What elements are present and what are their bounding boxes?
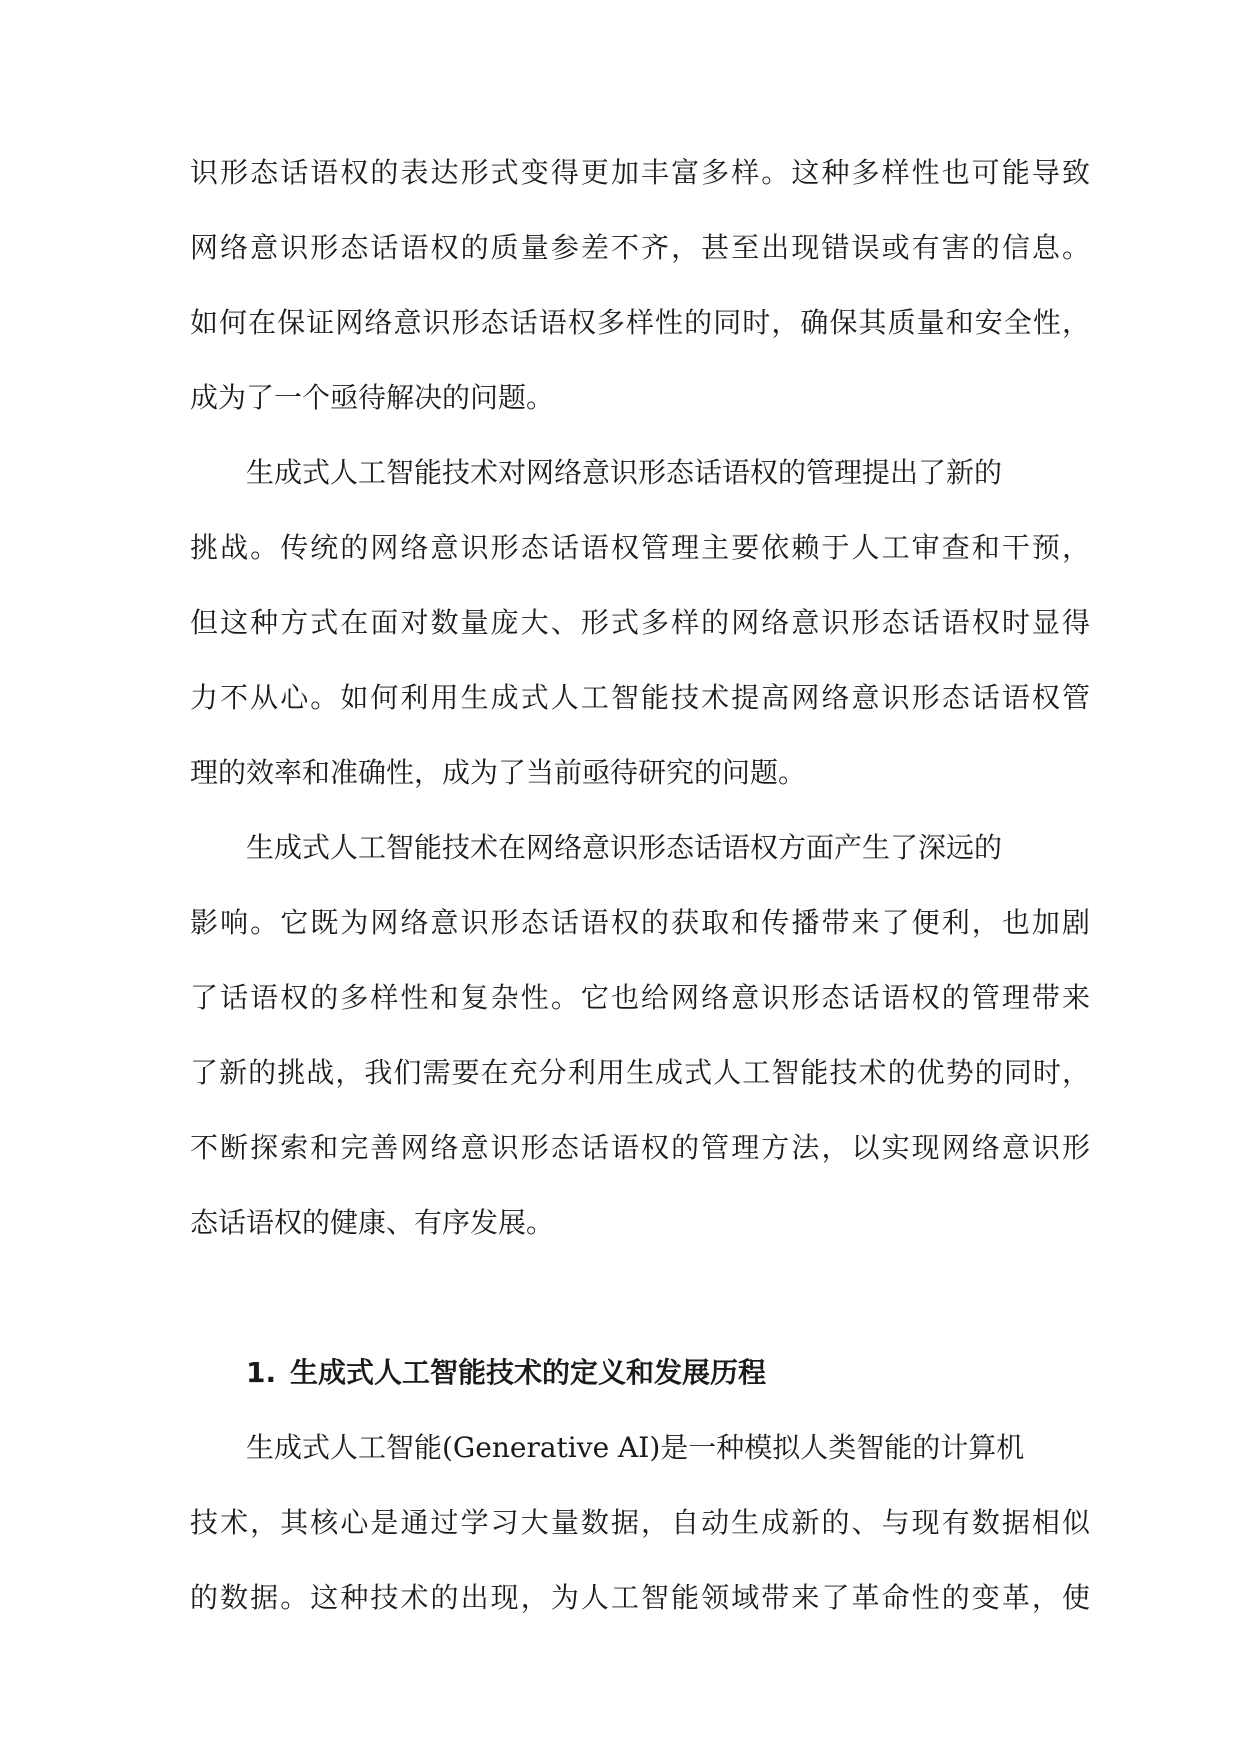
paragraph-line: 成为了一个亟待解决的问题。 xyxy=(190,381,555,414)
paragraph-line: 理的效率和准确性，成为了当前亟待研究的问题。 xyxy=(190,756,807,789)
section-number: 1. xyxy=(246,1356,277,1389)
paragraph-line: 但这种方式在面对数量庞大、形式多样的网络意识形态话语权时显得 xyxy=(190,606,1090,639)
section-title: 生成式人工智能技术的定义和发展历程 xyxy=(290,1356,767,1389)
heading-spacer xyxy=(190,1268,1090,1343)
paragraph-line: 如何在保证网络意识形态话语权多样性的同时，确保其质量和安全性， xyxy=(190,306,1090,339)
paragraph-line: 识形态话语权的表达形式变得更加丰富多样。这种多样性也可能导致 xyxy=(190,156,1090,189)
paragraph-line: 技术，其核心是通过学习大量数据，自动生成新的、与现有数据相似 xyxy=(190,1506,1090,1539)
paragraph-line: 生成式人工智能技术对网络意识形态话语权的管理提出了新的 xyxy=(246,456,1003,489)
paragraph-line: 生成式人工智能(Generative AI)是一种模拟人类智能的计算机 xyxy=(246,1431,1025,1464)
paragraph-line: 了话语权的多样性和复杂性。它也给网络意识形态话语权的管理带来 xyxy=(190,981,1090,1014)
section-heading xyxy=(190,1343,1090,1418)
paragraph-line: 影响。它既为网络意识形态话语权的获取和传播带来了便利，也加剧 xyxy=(190,906,1090,939)
paragraph-line: 了新的挑战，我们需要在充分利用生成式人工智能技术的优势的同时， xyxy=(190,1056,1090,1089)
paragraph-line: 力不从心。如何利用生成式人工智能技术提高网络意识形态话语权管 xyxy=(190,681,1090,714)
document-body xyxy=(190,143,1090,1643)
paragraph-line: 生成式人工智能技术在网络意识形态话语权方面产生了深远的 xyxy=(246,831,1003,864)
paragraph-line: 的数据。这种技术的出现，为人工智能领域带来了革命性的变革，使 xyxy=(190,1581,1090,1614)
paragraph-3 xyxy=(190,818,1090,1268)
section-paragraph xyxy=(190,1418,1090,1643)
paragraph-line: 挑战。传统的网络意识形态话语权管理主要依赖于人工审查和干预， xyxy=(190,531,1090,564)
paragraph-line: 态话语权的健康、有序发展。 xyxy=(190,1206,555,1239)
paragraph-1 xyxy=(190,143,1090,443)
paragraph-line: 不断探索和完善网络意识形态话语权的管理方法，以实现网络意识形 xyxy=(190,1131,1090,1164)
paragraph-line: 网络意识形态话语权的质量参差不齐，甚至出现错误或有害的信息。 xyxy=(190,231,1090,264)
paragraph-2 xyxy=(190,443,1090,818)
